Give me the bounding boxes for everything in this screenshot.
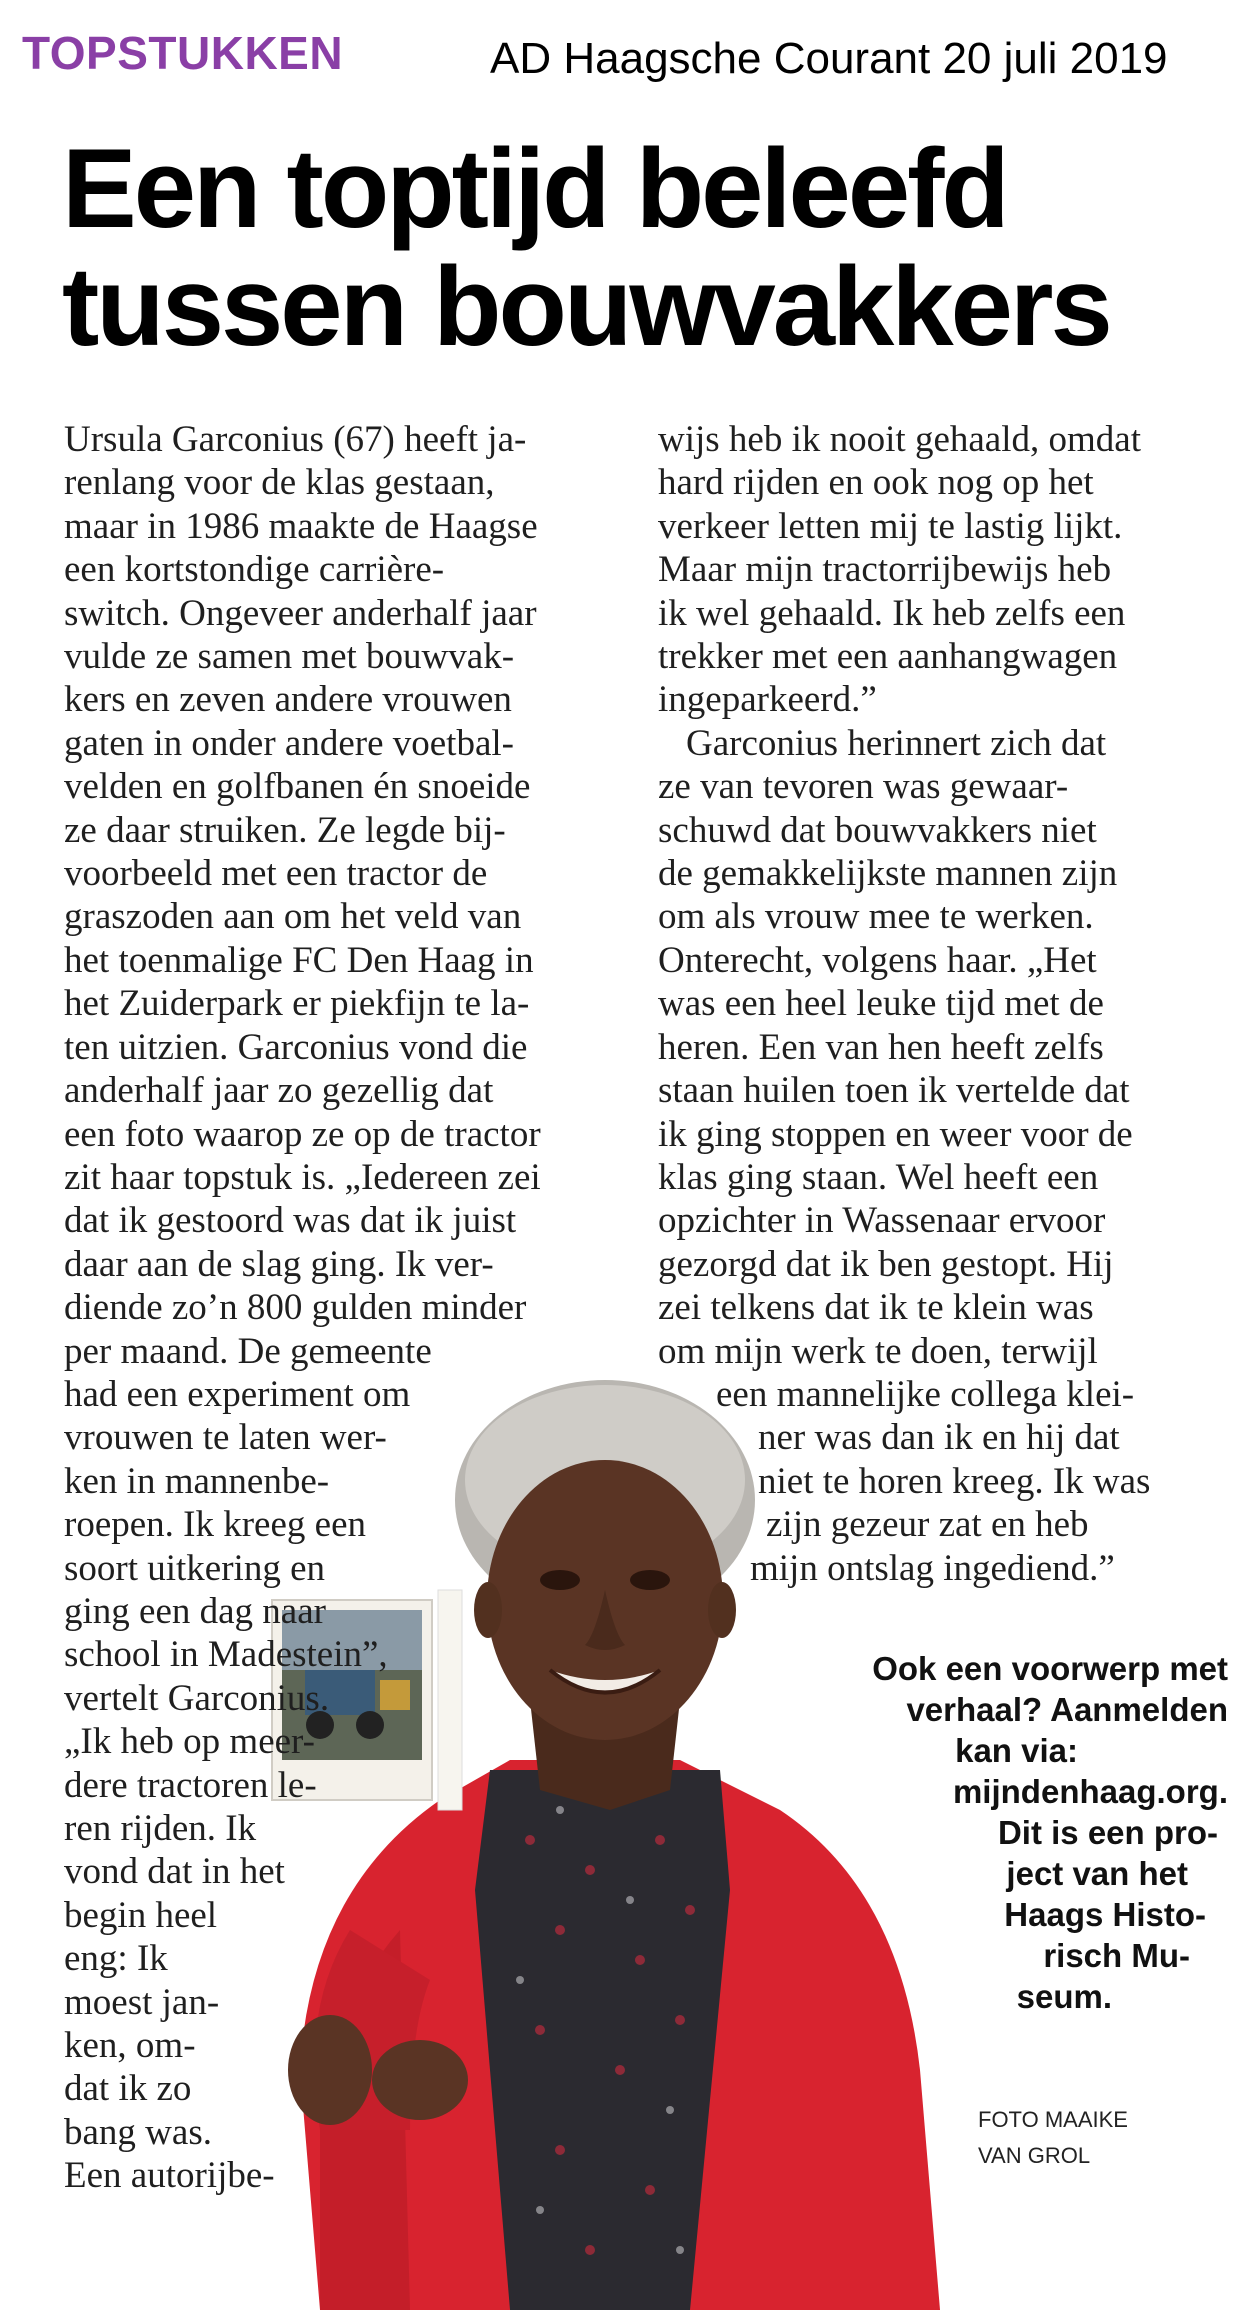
text-line: ren rijden. Ik <box>64 1808 257 1849</box>
credit-line: VAN GROL <box>978 2143 1091 2168</box>
text-line: trekker met een aanhangwagen <box>658 636 1118 678</box>
text-line: Maar mijn tractorrijbewijs heb <box>658 549 1112 591</box>
text-line: zijn gezeur zat en heb <box>766 1504 1089 1546</box>
text-line: ze van tevoren was gewaar- <box>658 766 1069 808</box>
text-line: het toenmalige FC Den Haag in <box>64 939 534 981</box>
text-line: staan huilen toen ik vertelde dat <box>658 1070 1130 1112</box>
text-line: ze daar struiken. Ze legde bij- <box>64 809 506 851</box>
text-line: Onterecht, volgens haar. „Het <box>658 939 1097 981</box>
text-line: dat ik gestoord was dat ik juist <box>64 1200 517 1242</box>
text-line: mijn ontslag ingediend.” <box>750 1547 1115 1589</box>
text-line: daar aan de slag ging. Ik ver- <box>64 1243 494 1285</box>
text-line: klas ging staan. Wel heeft een <box>658 1156 1099 1198</box>
text-line: een foto waarop ze op de tractor <box>64 1113 541 1155</box>
text-line: gaten in onder andere voetbal- <box>64 722 514 764</box>
text-line: hard rijden en ook nog op het <box>658 462 1094 504</box>
text-line: de gemakkelijkste mannen zijn <box>658 853 1118 895</box>
callout-line: verhaal? Aanmelden <box>906 1691 1228 1728</box>
publication-dateline: AD Haagsche Courant 20 juli 2019 <box>490 34 1168 83</box>
text-line: roepen. Ik kreeg een <box>64 1504 366 1546</box>
callout-box <box>728 1648 1228 2017</box>
text-line: zei telkens dat ik te klein was <box>658 1287 1094 1329</box>
text-line: het Zuiderpark er piekfijn te la- <box>64 983 530 1025</box>
callout-line: Haags Histo- <box>1004 1896 1206 1933</box>
text-line: had een experiment om <box>64 1373 411 1415</box>
text-line: voorbeeld met een tractor de <box>64 853 488 895</box>
text-line: graszoden aan om het veld van <box>64 896 522 938</box>
text-line: renlang voor de klas gestaan, <box>64 462 495 504</box>
text-line: zit haar topstuk is. „Iedereen zei <box>64 1156 541 1198</box>
article-column-2 <box>658 418 1150 1590</box>
text-line: Een autorijbe- <box>64 2155 275 2197</box>
text-line: ingeparkeerd.” <box>658 679 877 721</box>
text-line: om als vrouw mee te werken. <box>658 896 1094 938</box>
text-line: wijs heb ik nooit gehaald, omdat <box>658 419 1141 460</box>
callout-line: mijndenhaag.org. <box>952 1773 1228 1810</box>
text-line: Garconius herinnert zich dat <box>686 722 1107 764</box>
text-line: vertelt Garconius. <box>64 1677 330 1719</box>
text-line: dat ik zo <box>64 2068 192 2110</box>
text-line: verkeer letten mij te lastig lijkt. <box>658 505 1123 547</box>
text-line: was een heel leuke tijd met de <box>658 983 1104 1025</box>
text-line: opzichter in Wassenaar ervoor <box>658 1200 1106 1242</box>
section-label: TOPSTUKKEN <box>22 27 344 79</box>
credit-line: FOTO MAAIKE <box>978 2107 1128 2132</box>
text-line: ner was dan ik en hij dat <box>758 1417 1120 1459</box>
text-line: ten uitzien. Garconius vond die <box>64 1026 528 1068</box>
text-line: anderhalf jaar zo gezellig dat <box>64 1070 494 1112</box>
text-line: per maand. De gemeente <box>64 1330 432 1372</box>
text-line: ken, om- <box>64 2025 196 2067</box>
text-line: schuwd dat bouwvakkers niet <box>658 809 1097 851</box>
text-line: „Ik heb op meer- <box>64 1721 315 1763</box>
text-line: een kortstondige carrière- <box>64 549 445 591</box>
text-line: switch. Ongeveer anderhalf jaar <box>64 592 537 634</box>
text-line: soort uitkering en <box>64 1547 326 1589</box>
callout-line: seum. <box>1016 1978 1112 2015</box>
text-line: begin heel <box>64 1894 218 1936</box>
callout-line: Ook een voorwerp met <box>872 1650 1228 1687</box>
headline <box>62 126 1222 369</box>
callout-line: risch Mu- <box>1043 1937 1190 1974</box>
headline-line: tussen bouwvakkers <box>62 244 1110 369</box>
callout-line: Dit is een pro- <box>997 1814 1218 1851</box>
text-line: velden en golfbanen én snoeide <box>64 766 531 808</box>
text-line: een mannelijke collega klei- <box>716 1373 1135 1415</box>
text-line: gezorgd dat ik ben gestopt. Hij <box>658 1243 1114 1285</box>
text-line: niet te horen kreeg. Ik was <box>758 1460 1151 1502</box>
article-column-1 <box>64 418 541 2198</box>
text-line: bang was. <box>64 2111 212 2153</box>
photo-credit <box>978 2102 1128 2174</box>
text-line: maar in 1986 maakte de Haagse <box>64 505 538 547</box>
text-line: moest jan- <box>64 1981 220 2023</box>
text-line: Ursula Garconius (67) heeft ja- <box>64 419 527 460</box>
text-line: om mijn werk te doen, terwijl <box>658 1330 1098 1372</box>
callout-line: kan via: <box>955 1732 1078 1769</box>
text-line: heren. Een van hen heeft zelfs <box>658 1026 1104 1068</box>
callout-line: ject van het <box>1006 1855 1188 1892</box>
text-line: vond dat in het <box>64 1851 285 1893</box>
text-line: school in Madestein”, <box>64 1634 388 1676</box>
text-line: diende zo’n 800 gulden minder <box>64 1287 527 1329</box>
text-line: dere tractoren le- <box>64 1764 317 1806</box>
text-line: ik ging stoppen en weer voor de <box>658 1113 1133 1155</box>
text-line: vulde ze samen met bouwvak- <box>64 636 515 678</box>
text-line: ken in mannenbe- <box>64 1460 330 1502</box>
text-line: ging een dag naar <box>64 1590 326 1632</box>
text-line: vrouwen te laten wer- <box>64 1417 387 1459</box>
text-line: kers en zeven andere vrouwen <box>64 679 512 721</box>
text-line: eng: Ik <box>64 1938 168 1980</box>
headline-line: Een toptijd beleefd <box>62 126 1007 251</box>
text-line: ik wel gehaald. Ik heb zelfs een <box>658 592 1126 634</box>
